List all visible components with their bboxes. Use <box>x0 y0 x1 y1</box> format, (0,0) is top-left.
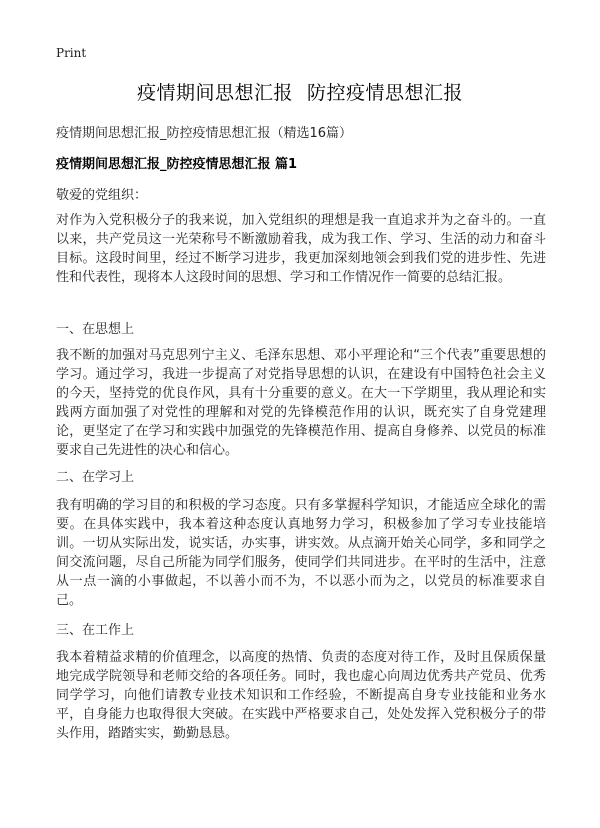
print-link[interactable]: Print <box>56 46 87 60</box>
heading-work: 三、在工作上 <box>56 623 135 638</box>
work-paragraph: 我本着精益求精的价值理念，以高度的热情、负责的态度对待工作，及时且保质保量地完成学院领导和老师交给的各项任务。同时，我也虚心向周边优秀共产党员、优秀同学学习，向他们请教专业技术知识和工作经验，不断提高自身专业技能和业务水平，自身能力也取得很大突破。在实践中严格要求自己，处处发挥入党积极分子的带头作用，踏踏实实，勤勤恳恳。 <box>56 650 546 741</box>
thought-paragraph: 我不断的加强对马克思列宁主义、毛泽东思想、邓小平理论和“三个代表”重要思想的学习。通过学习，我进一步提高了对党指导思想的认识，在建设有中国特色社会主义的今天，坚持党的优良作风，具有十分重要的意义。在大一下学期里，我从理论和实践两方面加强了对党性的理解和对党的先锋模范作用的认识，既充实了自身党建理论，更坚定了在学习和实践中加强党的先锋模范作用、提高自身修养、以党员的标准要求自己先进性的决心和信心。 <box>56 348 546 458</box>
greeting: 敬爱的党组织： <box>56 188 148 203</box>
intro-paragraph: 对作为入党积极分子的我来说，加入党组织的理想是我一直追求并为之奋斗的。一直以来，共产党员这一光荣称号不断激励着我，成为我工作、学习、生活的动力和奋斗目标。这段时间里，经过不断学习进步，我更加深刻地领会到我们党的进步性、先进性和代表性，现将本人这段时间的思想、学习和工作情况作一简要的总结汇报。 <box>56 213 546 285</box>
heading-thought: 一、在思想上 <box>56 322 135 337</box>
page-title <box>0 78 600 105</box>
subtitle: 疫情期间思想汇报_防控疫情思想汇报（精选16篇） <box>56 126 353 141</box>
heading-study: 二、在学习上 <box>56 470 135 485</box>
title-main: 疫情期间思想汇报 <box>136 82 293 104</box>
section-title: 疫情期间思想汇报_防控疫情思想汇报 篇1 <box>56 157 298 172</box>
study-paragraph: 我有明确的学习目的和积极的学习态度。只有多掌握科学知识，才能适应全球化的需要。在具体实践中，我本着这种态度认真地努力学习，积极参加了学习专业技能培训。一切从实际出发，说实话，办实事，讲实效。从点滴开始关心同学，多和同学之间交流问题，尽自己所能为同学们服务，使同学们共同进步。在平时的生活中，注意从一点一滴的小事做起，不以善小而不为，不以恶小而为之，以党员的标准要求自己。 <box>56 498 546 608</box>
title-secondary: 防控疫情思想汇报 <box>307 82 464 104</box>
